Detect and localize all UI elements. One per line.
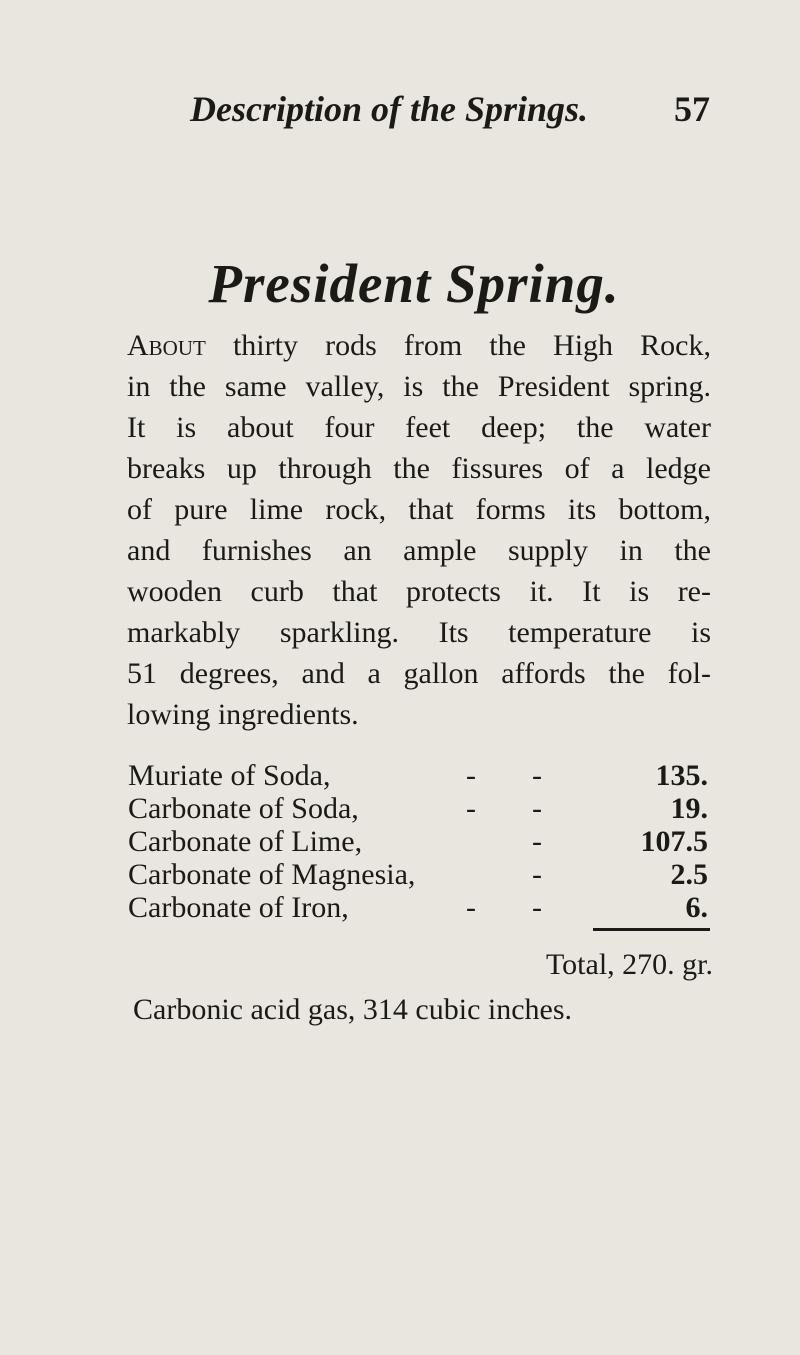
paragraph-line-text: thirty rods from the High Rock,: [205, 329, 711, 362]
running-head: [190, 88, 710, 136]
leader-dash: -: [532, 891, 542, 924]
paragraph-line: [127, 325, 711, 366]
paragraph-line: of pure lime rock, that forms its bottom,: [127, 493, 711, 526]
ingredient-name: Carbonate of Magnesia,: [128, 858, 416, 891]
table-row: [128, 858, 713, 891]
table-row: [128, 792, 713, 825]
ingredient-value: 2.5: [670, 858, 708, 891]
paragraph-line: and furnishes an ample supply in the: [127, 534, 711, 567]
lead-word: About: [127, 329, 206, 362]
leader-dash: -: [532, 825, 542, 858]
leader-dash: -: [466, 891, 476, 924]
running-head-title: Description of the Springs.: [190, 89, 589, 129]
ingredient-name: Carbonate of Lime,: [128, 825, 363, 858]
section-title: President Spring.: [208, 253, 620, 314]
paragraph-line: breaks up through the fissures of a ledge: [127, 452, 711, 485]
ingredient-value: 135.: [655, 759, 708, 792]
ingredient-name: Carbonate of Iron,: [128, 891, 349, 924]
leader-dash: -: [466, 759, 476, 792]
ingredients-table: [128, 759, 713, 924]
leader-dash: -: [532, 792, 542, 825]
ingredient-value: 6.: [685, 891, 708, 924]
leader-dash: -: [466, 792, 476, 825]
total-rule: [593, 928, 710, 931]
ingredient-value: 19.: [670, 792, 708, 825]
paragraph-line: lowing ingredients.: [127, 698, 359, 731]
paragraph-line: in the same valley, is the President spring.: [127, 370, 711, 403]
paragraph-line: wooden curb that protects it. It is re-: [127, 575, 711, 608]
ingredient-value: 107.5: [640, 825, 708, 858]
total-line: Total, 270. gr.: [545, 948, 713, 981]
gas-line: Carbonic acid gas, 314 cubic inches.: [133, 993, 573, 1026]
table-row: [128, 891, 713, 924]
body-paragraph: [127, 325, 711, 735]
paragraph-line: 51 degrees, and a gallon affords the fol-: [127, 657, 711, 690]
table-row: [128, 759, 713, 792]
paragraph-line: It is about four feet deep; the water: [127, 411, 711, 444]
leader-dash: -: [532, 858, 542, 891]
leader-dash: -: [532, 759, 542, 792]
page-number: 57: [674, 89, 710, 129]
paragraph-line: markably sparkling. Its temperature is: [127, 616, 711, 649]
ingredient-name: Muriate of Soda,: [128, 759, 331, 792]
ingredient-name: Carbonate of Soda,: [128, 792, 359, 825]
table-row: [128, 825, 713, 858]
